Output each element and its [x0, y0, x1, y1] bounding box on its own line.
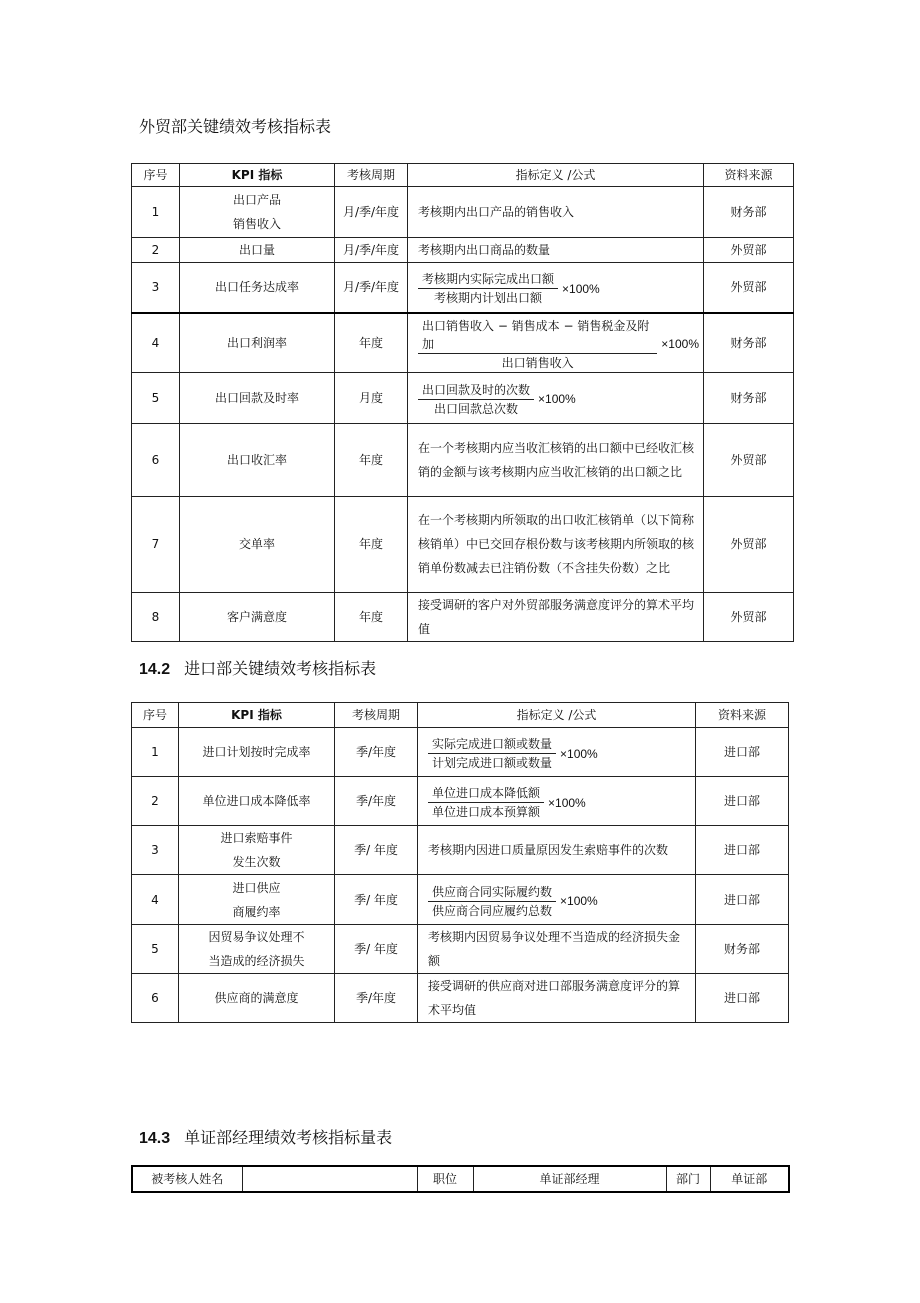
row-number: 4 [132, 875, 179, 925]
kpi-name-line: 销售收入 [232, 217, 281, 231]
definition-cell [418, 728, 696, 777]
table-row [132, 728, 789, 777]
definition-cell [408, 496, 704, 592]
table-row [132, 925, 789, 974]
formula [418, 317, 699, 372]
export-kpi-table [131, 163, 794, 642]
row-number: 3 [132, 826, 179, 875]
data-source: 外贸部 [704, 496, 794, 592]
kpi-name-line: 进口供应 [232, 880, 281, 895]
data-source: 进口部 [696, 875, 789, 925]
kpi-name [180, 187, 335, 238]
row-number: 6 [132, 423, 180, 496]
header-row [132, 164, 794, 187]
section1-title: 外贸部关键绩效考核指标表 [139, 117, 332, 136]
row-number: 1 [132, 187, 180, 238]
kpi-name-line: 因贸易争议处理不 [208, 930, 305, 944]
kpi-name-line: 当造成的经济损失 [208, 954, 305, 968]
data-source: 财务部 [704, 372, 794, 423]
definition-cell [418, 925, 696, 974]
definition-text: 在一个考核期内所领取的出口收汇核销单（以下简称核销单）中已交回存根份数与该考核期内所领取的核销单份数减去已注销份数（不含挂失份数）之比 [418, 513, 695, 575]
kpi-name [180, 423, 335, 496]
formula-denominator: 计划完成进口额或数量 [432, 756, 553, 770]
kpi-name [179, 728, 335, 777]
definition-cell [408, 592, 704, 641]
assessment-period: 月度 [335, 372, 408, 423]
formula [418, 381, 576, 418]
data-source: 外贸部 [704, 263, 794, 313]
row-number: 5 [132, 372, 180, 423]
kpi-name [179, 777, 335, 826]
header-source: 资料来源 [696, 703, 789, 728]
kpi-name-line: 客户满意度 [226, 609, 287, 624]
row-number: 5 [132, 925, 179, 974]
section3-title [139, 1125, 392, 1148]
input-name[interactable] [242, 1166, 417, 1192]
header-period: 考核周期 [335, 703, 418, 728]
data-source: 财务部 [696, 925, 789, 974]
label-position: 职位 [417, 1166, 473, 1192]
formula-numerator: 实际完成进口额或数量 [428, 735, 556, 754]
data-source: 外贸部 [704, 592, 794, 641]
kpi-name [180, 263, 335, 313]
table-row [132, 372, 794, 423]
header-no: 序号 [132, 164, 180, 187]
definition-cell [408, 313, 704, 373]
formula-numerator: 出口销售收入 − 销售成本 − 销售税金及附加 [418, 317, 657, 354]
multiply-100-percent: ×100% [560, 746, 598, 761]
table-row [132, 187, 794, 238]
definition-cell [418, 777, 696, 826]
assessment-period: 年度 [335, 592, 408, 641]
section3-title-text: 单证部经理绩效考核指标量表 [184, 1128, 393, 1147]
kpi-name [180, 313, 335, 373]
kpi-name-line: 出口利润率 [226, 335, 287, 350]
header-kpi: KPI 指标 [180, 164, 335, 187]
assessment-period: 季/ 年度 [335, 826, 418, 875]
assessment-period: 月/季/年度 [335, 187, 408, 238]
table-row [132, 238, 794, 263]
kpi-name [179, 925, 335, 974]
assessment-period: 季/ 年度 [335, 925, 418, 974]
row-number: 7 [132, 496, 180, 592]
kpi-name [180, 372, 335, 423]
definition-text: 接受调研的供应商对进口部服务满意度评分的算术平均值 [428, 979, 681, 1017]
data-source: 财务部 [704, 313, 794, 373]
kpi-name-line: 出口产品 [232, 193, 281, 207]
import-kpi-table [131, 702, 789, 1023]
kpi-name [179, 875, 335, 925]
fraction [428, 883, 556, 920]
formula-numerator: 考核期内实际完成出口额 [418, 270, 558, 289]
section3-number: 14.3 [139, 1130, 171, 1147]
kpi-name [179, 826, 335, 875]
formula-denominator: 供应商合同应履约总数 [432, 903, 553, 918]
assessment-period: 月/季/年度 [335, 238, 408, 263]
assessment-period: 季/年度 [335, 974, 418, 1023]
formula [418, 270, 600, 307]
kpi-name [179, 974, 335, 1023]
header-definition: 指标定义 /公式 [418, 703, 696, 728]
definition-text: 接受调研的客户对外贸部服务满意度评分的算术平均值 [418, 597, 695, 636]
kpi-name-line: 供应商的满意度 [214, 991, 299, 1005]
assessment-period: 年度 [335, 313, 408, 373]
multiply-100-percent: ×100% [548, 795, 586, 810]
header-source: 资料来源 [704, 164, 794, 187]
formula [428, 883, 598, 920]
info-row [132, 1166, 789, 1192]
kpi-name-line: 发生次数 [232, 855, 281, 869]
definition-text: 在一个考核期内应当收汇核销的出口额中已经收汇核销的金额与该考核期内应当收汇核销的出口额之比 [418, 440, 695, 479]
fraction [418, 381, 534, 418]
kpi-name-line: 出口回款及时率 [214, 390, 299, 405]
header-definition: 指标定义 /公式 [408, 164, 704, 187]
header-row [132, 703, 789, 728]
row-number: 6 [132, 974, 179, 1023]
table-row [132, 592, 794, 641]
table-row [132, 313, 794, 373]
kpi-name-line: 出口收汇率 [226, 452, 287, 467]
document-manager-table [131, 1165, 790, 1193]
section2-title [139, 656, 376, 679]
definition-cell [408, 423, 704, 496]
formula [428, 784, 586, 821]
kpi-name [180, 238, 335, 263]
assessment-period: 年度 [335, 423, 408, 496]
table-row [132, 423, 794, 496]
kpi-name-line: 出口量 [238, 243, 275, 257]
multiply-100-percent: ×100% [538, 392, 576, 406]
formula-numerator: 出口回款及时的次数 [418, 381, 534, 400]
definition-cell [408, 372, 704, 423]
formula-denominator: 出口回款总次数 [434, 401, 519, 416]
kpi-name-line: 单位进口成本降低率 [202, 794, 311, 808]
definition-text: 考核期内因贸易争议处理不当造成的经济损失金额 [428, 930, 681, 968]
data-source: 外贸部 [704, 423, 794, 496]
formula [428, 735, 598, 772]
data-source: 财务部 [704, 187, 794, 238]
table-row [132, 826, 789, 875]
definition-text: 考核期内出口产品的销售收入 [418, 205, 575, 219]
formula-numerator: 供应商合同实际履约数 [428, 883, 556, 902]
data-source: 进口部 [696, 974, 789, 1023]
section2-number: 14.2 [139, 661, 171, 678]
formula-denominator: 考核期内计划出口额 [434, 291, 543, 306]
formula-denominator: 出口销售收入 [501, 355, 574, 370]
kpi-name-line: 进口计划按时完成率 [202, 745, 311, 759]
fraction [428, 735, 556, 772]
definition-cell [418, 826, 696, 875]
kpi-name [180, 592, 335, 641]
row-number: 2 [132, 238, 180, 263]
multiply-100-percent: ×100% [560, 894, 598, 908]
definition-text: 考核期内因进口质量原因发生索赔事件的次数 [428, 843, 669, 857]
table-row [132, 777, 789, 826]
definition-cell [418, 974, 696, 1023]
kpi-name-line: 进口索赔事件 [220, 831, 293, 845]
data-source: 进口部 [696, 728, 789, 777]
multiply-100-percent: ×100% [661, 337, 699, 351]
multiply-100-percent: ×100% [562, 281, 600, 296]
table-row [132, 974, 789, 1023]
row-number: 4 [132, 313, 180, 373]
fraction [418, 317, 657, 372]
fraction [428, 784, 544, 821]
row-number: 8 [132, 592, 180, 641]
kpi-name [180, 496, 335, 592]
row-number: 3 [132, 263, 180, 313]
section2-title-text: 进口部关键绩效考核指标表 [184, 659, 377, 678]
formula-denominator: 单位进口成本预算额 [432, 805, 541, 819]
row-number: 2 [132, 777, 179, 826]
header-kpi: KPI 指标 [179, 703, 335, 728]
assessment-period: 月/季/年度 [335, 263, 408, 313]
assessment-period: 季/年度 [335, 728, 418, 777]
row-number: 1 [132, 728, 179, 777]
value-position: 单证部经理 [473, 1166, 666, 1192]
definition-cell [408, 187, 704, 238]
data-source: 外贸部 [704, 238, 794, 263]
table-row [132, 875, 789, 925]
definition-cell [408, 238, 704, 263]
assessment-period: 季/年度 [335, 777, 418, 826]
table-row [132, 263, 794, 313]
kpi-name-line: 出口任务达成率 [214, 280, 299, 295]
kpi-name-line: 交单率 [238, 537, 275, 551]
formula-numerator: 单位进口成本降低额 [428, 784, 544, 803]
data-source: 进口部 [696, 826, 789, 875]
fraction [418, 270, 558, 307]
data-source: 进口部 [696, 777, 789, 826]
label-department: 部门 [666, 1166, 710, 1192]
value-department: 单证部 [710, 1166, 789, 1192]
label-name: 被考核人姓名 [132, 1166, 242, 1192]
assessment-period: 年度 [335, 496, 408, 592]
header-period: 考核周期 [335, 164, 408, 187]
table-row [132, 496, 794, 592]
definition-cell [408, 263, 704, 313]
kpi-name-line: 商履约率 [232, 904, 281, 919]
definition-cell [418, 875, 696, 925]
definition-text: 考核期内出口商品的数量 [418, 243, 551, 257]
header-no: 序号 [132, 703, 179, 728]
assessment-period: 季/ 年度 [335, 875, 418, 925]
